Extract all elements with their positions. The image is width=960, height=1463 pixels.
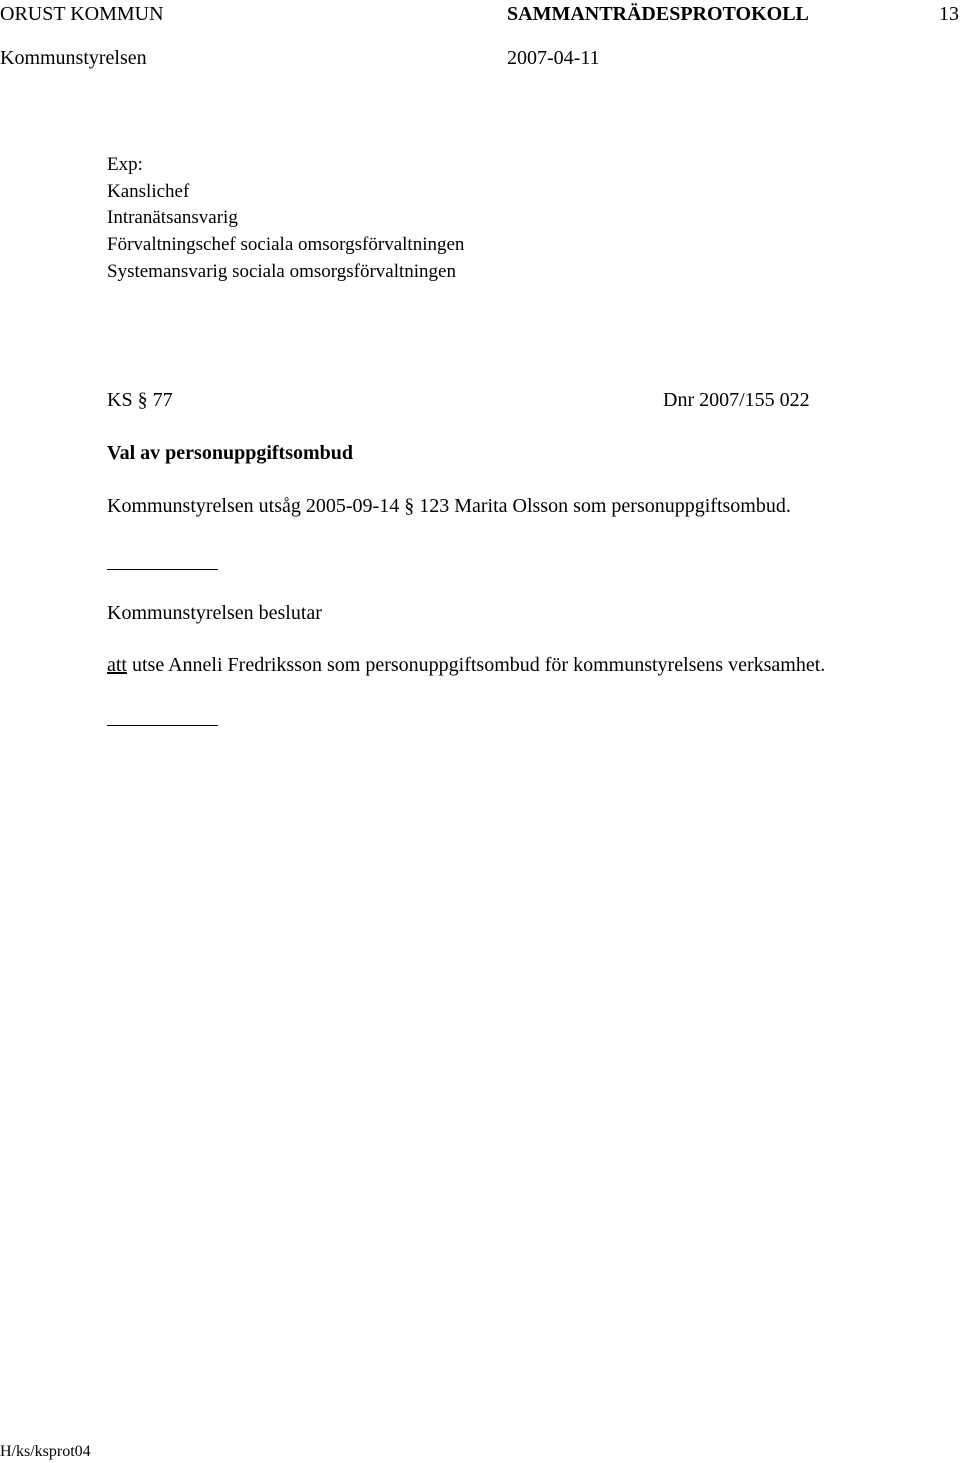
section-divider [107, 569, 218, 570]
meeting-date: 2007-04-11 [507, 47, 600, 69]
att-keyword: att [107, 654, 127, 676]
organization-name: ORUST KOMMUN [0, 3, 164, 25]
distribution-recipient: Intranätsansvarig [107, 207, 238, 229]
meeting-body: Kommunstyrelsen [0, 47, 147, 69]
decision-intro: Kommunstyrelsen beslutar [107, 602, 322, 624]
paragraph-reference: KS § 77 [107, 389, 173, 411]
distribution-label: Exp: [107, 154, 143, 175]
diary-number: Dnr 2007/155 022 [663, 389, 810, 411]
section-divider [107, 725, 218, 726]
page-number: 13 [939, 3, 959, 25]
distribution-recipient: Förvaltningschef sociala omsorgsförvaltningen [107, 234, 465, 256]
document-type-title: SAMMANTRÄDESPROTOKOLL [507, 3, 809, 25]
distribution-list [107, 152, 464, 286]
decision-text: utse Anneli Fredriksson som personuppgiftsombud för kommunstyrelsens verksamhet. [127, 654, 826, 676]
distribution-recipient: Kanslichef [107, 180, 190, 202]
distribution-recipient: Systemansvarig sociala omsorgsförvaltningen [107, 260, 456, 282]
decision-statement [107, 655, 825, 675]
background-paragraph: Kommunstyrelsen utsåg 2005-09-14 § 123 Marita Olsson som personuppgiftsombud. [107, 495, 791, 517]
footer-file-path: H/ks/ksprot04 [0, 1443, 91, 1460]
item-heading: Val av personuppgiftsombud [107, 442, 354, 464]
